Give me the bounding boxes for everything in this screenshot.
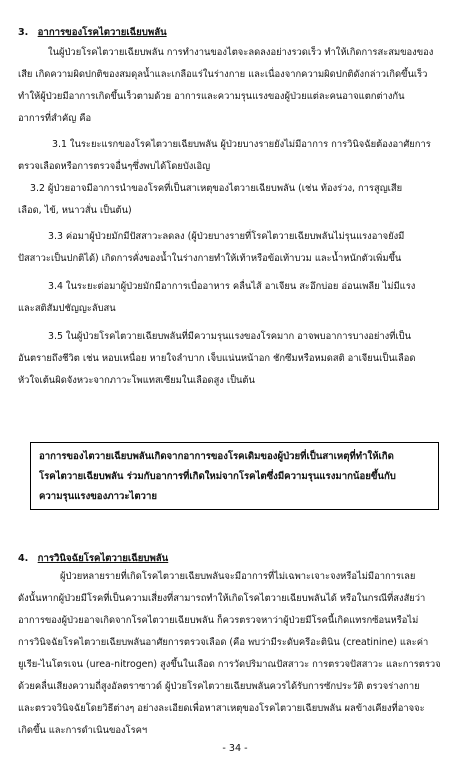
text-line: ผู้ป่วยหลายรายที่เกิดโรคไตวายเฉียบพลันจะมีอาการที่ไม่เฉพาะเจาะจงหรือไม่มีอาการเลย — [60, 571, 416, 582]
text-line: ดังนั้นหากผู้ป่วยมีโรคที่เป็นความเสี่ยงที่สามารถทำให้เกิดโรคไตวายเฉียบพลันได้ หรือในกรณีที่สงสัยว่า — [18, 593, 426, 604]
text-line: อาการที่สำคัญ คือ — [18, 113, 92, 124]
text-line: อันตรายถึงชีวิต เช่น หอบเหนื่อย หายใจลำบาก เจ็บแน่นหน้าอก ชักซึมหรือหมดสติ อาเจียนเป็นเลือด — [18, 353, 416, 364]
text-line: ด้วยคลื่นเสียงความถี่สูงอัลตราซาวด์ ผู้ป่วยโรคไตวายเฉียบพลันควรได้รับการซักประวัติ ตรวจร่างกาย — [18, 681, 420, 692]
text-line: 3.2 ผู้ป่วยอาจมีอาการนำของโรคที่เป็นสาเหตุของไตวายเฉียบพลัน (เช่น ท้องร่วง, การสูญเสีย — [30, 183, 403, 194]
text-line: ทำให้ผู้ป่วยมีอาการเกิดขึ้นเร็วตามด้วย อาการและความรุนแรงของผู้ป่วยแต่ละคนอาจแตกต่างกัน — [18, 91, 405, 102]
text-line: ปัสสาวะเป็นปกติได้) เกิดการคั่งของน้ำในร่างกายทำให้เท้าหรือข้อเท้าบวม และน้ำหนักตัวเพิ่มขึ้น — [18, 253, 402, 264]
item-3-4 — [18, 276, 454, 320]
text-line: เลือด, ไข้, หนาวสั่น เป็นต้น) — [18, 205, 132, 216]
item-3-2 — [18, 178, 454, 222]
item-3-1 — [18, 134, 454, 178]
text-line: หัวใจเต้นผิดจังหวะจากภาวะโพแทสเซียมในเลือดสูง เป็นต้น — [18, 375, 255, 386]
text-line: 3.3 ค่อมาผู้ป่วยมักมีปัสสาวะลดลง (ผู้ป่วยบางรายที่โรคไตวายเฉียบพลันไม่รุนแรงอาจยังมี — [48, 231, 405, 242]
section-3-title: อาการของโรคไตวายเฉียบพลัน — [37, 27, 167, 38]
text-line: ตรวจเลือดหรือการตรวจอื่นๆซึ่งพบได้โดยบังเอิญ — [18, 161, 211, 172]
section-3-heading — [18, 22, 167, 44]
note-line: อาการของไตวายเฉียบพลันเกิดจากอาการของโรคเดิมของผู้ป่วยที่เป็นสาเหตุที่ทำให้เกิด — [39, 451, 394, 462]
text-line: ยูเรีย-ไนโตรเจน (urea-nitrogen) สูงขึ้นในเลือด การวัดปริมาณปัสสาวะ การตรวจปัสสาวะ และการตรวจ — [18, 659, 441, 670]
text-line: 3.5 ในผู้ป่วยโรคไตวายเฉียบพลันที่มีความรุนแรงของโรคมาก อาจพบอาการบางอย่างที่เป็น — [48, 331, 412, 342]
section-4-body — [18, 566, 454, 742]
text-line: ในผู้ป่วยโรคไตวายเฉียบพลัน การทำงานของไตจะลดลงอย่างรวดเร็ว ทำให้เกิดการสะสมของของ — [48, 47, 434, 58]
item-3-5 — [18, 326, 454, 392]
section-3-intro — [18, 42, 454, 130]
text-line: 3.4 ในระยะต่อมาผู้ป่วยมักมีอาการเบื่ออาหาร คลื่นไส้ อาเจียน สะอึกบ่อย อ่อนเพลีย ไม่มีแรง — [48, 281, 416, 292]
section-4-number: 4. — [18, 553, 29, 564]
text-line: อาการของผู้ป่วยอาจเกิดจากโรคไตวายเฉียบพลัน ก็ควรตรวจหาว่าผู้ป่วยมีโรคนี้เกิดแทรกซ้อนหรือไม่ — [18, 615, 419, 626]
summary-note-box — [30, 442, 439, 510]
text-line: การวินิจฉัยโรคไตวายเฉียบพลันอาศัยการตรวจเลือด (คือ พบว่ามีระดับครีอะตินิน (creatinine) และค่า — [18, 637, 429, 648]
note-line: โรคไตวายเฉียบพลัน ร่วมกับอาการที่เกิดใหม่จากโรคไตซึ่งมีความรุนแรงมากน้อยขึ้นกับ — [39, 471, 396, 482]
text-line: เกิดขึ้น และการดำเนินของโรคฯ — [18, 725, 148, 736]
section-3-number: 3. — [18, 27, 29, 38]
text-line: และตรวจวินิจฉัยโดยวิธีต่างๆ อย่างละเอียดเพื่อหาสาเหตุของโรคไตวายเฉียบพลัน ผลข้างเคียงที่อาจจะ — [18, 703, 425, 714]
text-line: และสติสัมปชัญญะลับสน — [18, 303, 116, 314]
section-4-title: การวินิจฉัยโรคไตวายเฉียบพลัน — [37, 553, 169, 564]
item-3-3 — [18, 226, 454, 270]
text-line: 3.1 ในระยะแรกของโรคไตวายเฉียบพลัน ผู้ป่วยบางรายยังไม่มีอาการ การวินิจฉัยต้องอาศัยการ — [52, 139, 431, 150]
text-line: เสีย เกิดความผิดปกติของสมดุลน้ำและเกลือแร่ในร่างกาย และเนื่องจากความผิดปกติดังกล่าวเกิดขึ้นเร็ว — [18, 69, 428, 80]
page-number: - 34 - — [222, 743, 248, 754]
note-line: ความรุนแรงของภาวะไตวาย — [39, 491, 157, 502]
